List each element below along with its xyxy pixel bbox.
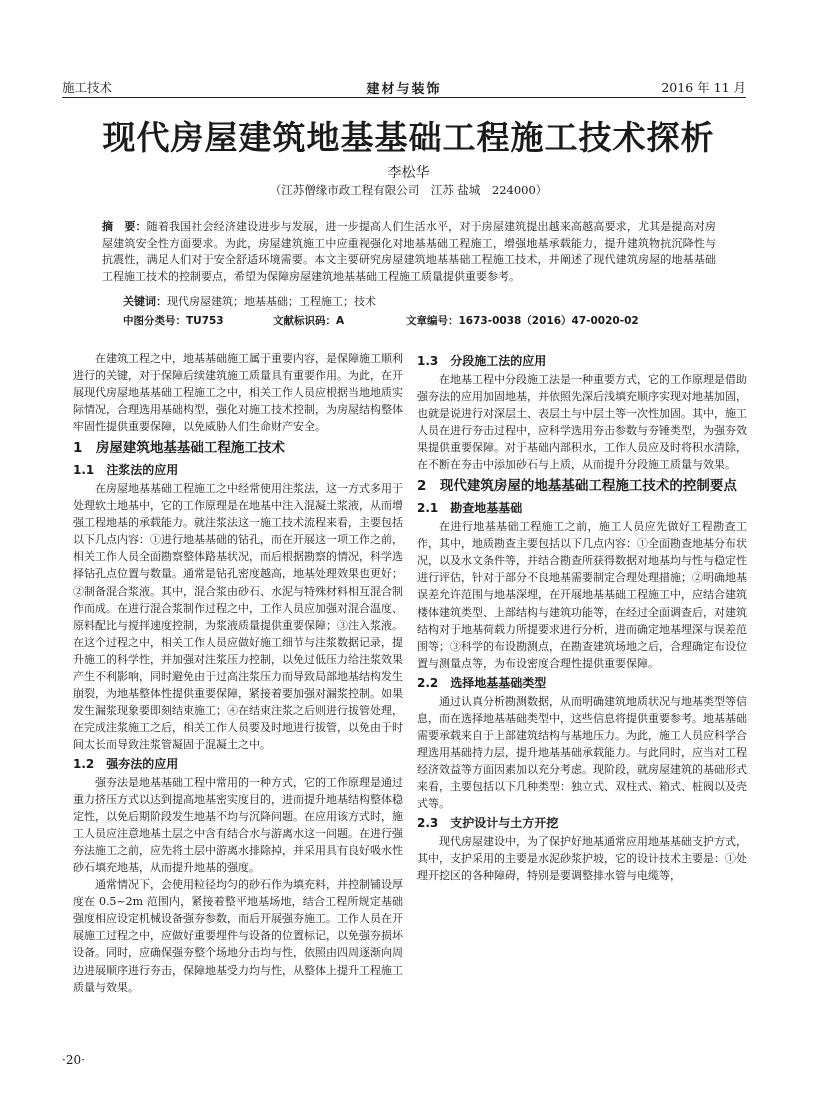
abstract	[102, 219, 716, 285]
header-divider	[62, 97, 746, 98]
abstract-text: 随着我国社会经济建设进步与发展，进一步提高人们生活水平，对于房屋建筑提出越来高越高要求，尤其是提高对房屋建筑安全性方面要求。为此，房屋建筑施工中应重视强化对地基基础工程施工，增强地基承载能力，提升建筑物抗沉降性与抗震性，满足人们对于安全舒适环境需要。本文主要研究房屋建筑地基基础工程施工技术，并阐述了现代建筑房屋的地基基础工程施工技术的控制要点，希望为保障房屋建筑地基基础工程施工质量提供重要参考。	[102, 220, 717, 283]
paragraph-1-3: 在地基工程中分段施工法是一种重要方式，它的工作原理是借助强夯法的应用加固地基，并依照先深后浅填充顺序实现对地基加固，也就是说进行对深层土、表层土与中层土等一次性加固。其中，施工人员在进行夯击过程中，应科学选用夯击参数与夯锤类型，为强夯效果提供重要保障。对于基础内部积水，工作人员应及时将积水清除，在不断在夯击中添加砂石与上质，从而提升分段施工质量与效果。	[417, 373, 747, 472]
subsection-heading-1-1: 1.1 注浆法的应用	[73, 463, 179, 478]
keywords	[123, 293, 376, 309]
paragraph-2-2: 通过认真分析勘测数据，从而明确建筑地质状况与地基类型等信息，而在选择地基基础类型中，这些信息将提供重要参考。地基基础需要承载来自于上部建筑结构与基地压力。为此，施工人员应科学合理选用基础持力层，提升地基基础承载能力。与此同时，应当对工程经济效益等方面因素加以充分考虑。现阶段，就房屋建筑的基础形式来看，主要包括以下几种类型：独立式、双柱式、箱式、桩阀以及壳式等。	[417, 694, 747, 810]
article-number: 文章编号：1673-0038（2016）47-0020-02	[406, 315, 639, 327]
document-code: 文献标识码：A	[273, 315, 345, 327]
paragraph-1-2b: 通常情况下，会使用粒径均匀的砂石作为填充料，并控制铺设厚度在 0.5~2m 范围内，紧接着整平地基场地，结合工程所规定基础强度相应设定机械设备强夯参数，而后开展强夯施工。工作人员在开展施工过程之中，应做好重要埋件与设备的位置标记，以免强夯损坏设备。同时，应确保强夯整个场地分击均与性，依照由四周逐渐向周边进展顺序进行夯击，保障地基受力均与性，从整体上提升工程施工质量与效果。	[73, 878, 403, 994]
subsection-heading-2-2: 2.2 选择地基基础类型	[417, 675, 547, 690]
body-column-left	[73, 350, 403, 996]
clc-number: 中图分类号：TU753	[123, 315, 224, 327]
section-heading-1: 1 房屋建筑地基基础工程施工技术	[73, 440, 285, 457]
paragraph-2-1: 在进行地基基础工程施工之前，施工人员应先做好工程勘查工作，其中，地质勘查主要包括以下几点内容：①全面勘查地基分布状况，以及水文条件等，并结合勘查所获得数据对地基均与性与稳定性进行评估，针对于部分不良地基需要制定合理处理措施；②明确地基误差允许范围与地基深埋，在开展地基基础工程施工中，应结合建筑楼体建筑类型、上部结构与建筑功能等，在经过全面调查后，对建筑结构对于地基荷载力所提要求进行分析，进而确定地基埋深与误差范围等；③科学的布设勘测点，在勘查建筑场地之后，合理确定布设位置与测量点等，为布设密度合理性提供重要保障。	[417, 520, 747, 670]
paragraph-2-3: 现代房屋建设中，为了保护好地基通常应用地基基础支护方式，其中，支护采用的主要是水泥砂浆护坡，它的设计技术主要是：①处理开挖区的各种障碍，特别是要调整排水管与电缆等，	[417, 835, 747, 883]
body-column-right	[417, 350, 747, 884]
intro-paragraph: 在建筑工程之中，地基基础施工属于重要内容，是保障施工顺利进行的关键，对于保障后续建筑施工质量具有重要作用。为此，在开展现代房屋地基基础工程施工之中，相关工作人员应根据当地地质实际情况，合理选用基础构型，强化对施工技术控制，为房屋结构整体牢固性提供重要保障，以免威胁人们生命财产安全。	[73, 352, 403, 434]
paragraph-1-2a: 强夯法是地基基础工程中常用的一种方式，它的工作原理是通过重力挤压方式以达到提高地基密实度目的，进而提升地基结构整体稳定性，以免后期阶段发生地基不均与沉降问题。在应用该方式时，施工人员应注意地基土层之中含有结合水与游离水这一问题。在进行强夯法施工之前，应先将土层中游离水排除掉，并采用具有良好吸水性砂石填充地基，从而提升地基的强度。	[73, 775, 403, 875]
section-heading-2: 2 现代建筑房屋的地基基础工程施工技术的控制要点	[417, 478, 737, 495]
issue-date: 2016 年 11 月	[661, 80, 746, 95]
subsection-heading-2-3: 2.3 支护设计与土方开挖	[417, 816, 559, 831]
running-header	[62, 78, 746, 96]
paragraph-1-1: 在房屋地基基础工程施工之中经常使用注浆法，这一方式多用于处理软土地基中，它的工作原理是在地基中注入混凝土浆液，从而增强工程地基的承载能力。就注浆法这一施工技术流程来看，主要包括以下几点内容：①进行地基基础的钻孔，而在开展这一项工作之前，相关工作人员全面勘察整体路基状况，而后根据勘察的情况，科学选择钻孔点位置与数量。通常是钻孔密度越高，地基处理效果也更好；②制备混合浆液。其中，混合浆由砂石、水泥与特殊材料相互混合制作而成。在进行混合浆制作过程之中，工作人员应加强对混合温度、原料配比与搅拌速度控制，为浆液质量提供重要保障；③注入浆液。在这个过程之中，相关工作人员应做好施工细节与注浆数据记录，提升施工的科学性，并加强对注浆压力控制，以免过低压力给注浆效果产生不利影响，同时避免由于过高注浆压力而导致局部地基结构发生崩裂，为地基整体性提供重要保障，紧接着要加强对漏浆控制。如果发生漏浆现象要即刻结束施工；④在结束注浆之后则进行拔管处理，在完成注浆施工之后，相关工作人员要及时地进行拔管，以免由于时间太长而导致注浆管凝固于混凝土之中。	[73, 482, 403, 751]
keywords-label: 关键词：	[123, 295, 167, 308]
subsection-heading-1-3: 1.3 分段施工法的应用	[417, 354, 547, 368]
keywords-text: 现代房屋建筑；地基基础；工程施工；技术	[167, 295, 376, 308]
page-number: ·20·	[62, 1053, 85, 1067]
author-name: 李松华	[387, 165, 430, 181]
article-meta	[123, 313, 723, 329]
journal-name: 建材与装饰	[366, 82, 442, 97]
paper-title: 现代房屋建筑地基基础工程施工技术探析	[102, 118, 715, 157]
abstract-label: 摘 要：	[102, 220, 147, 233]
subsection-heading-1-2: 1.2 强夯法的应用	[73, 756, 179, 771]
header-section-label: 施工技术	[62, 80, 113, 95]
author-affiliation: （江苏僧缘市政工程有限公司 江苏 盐城 224000）	[269, 183, 548, 197]
subsection-heading-2-1: 2.1 勘查地基基础	[417, 501, 523, 516]
